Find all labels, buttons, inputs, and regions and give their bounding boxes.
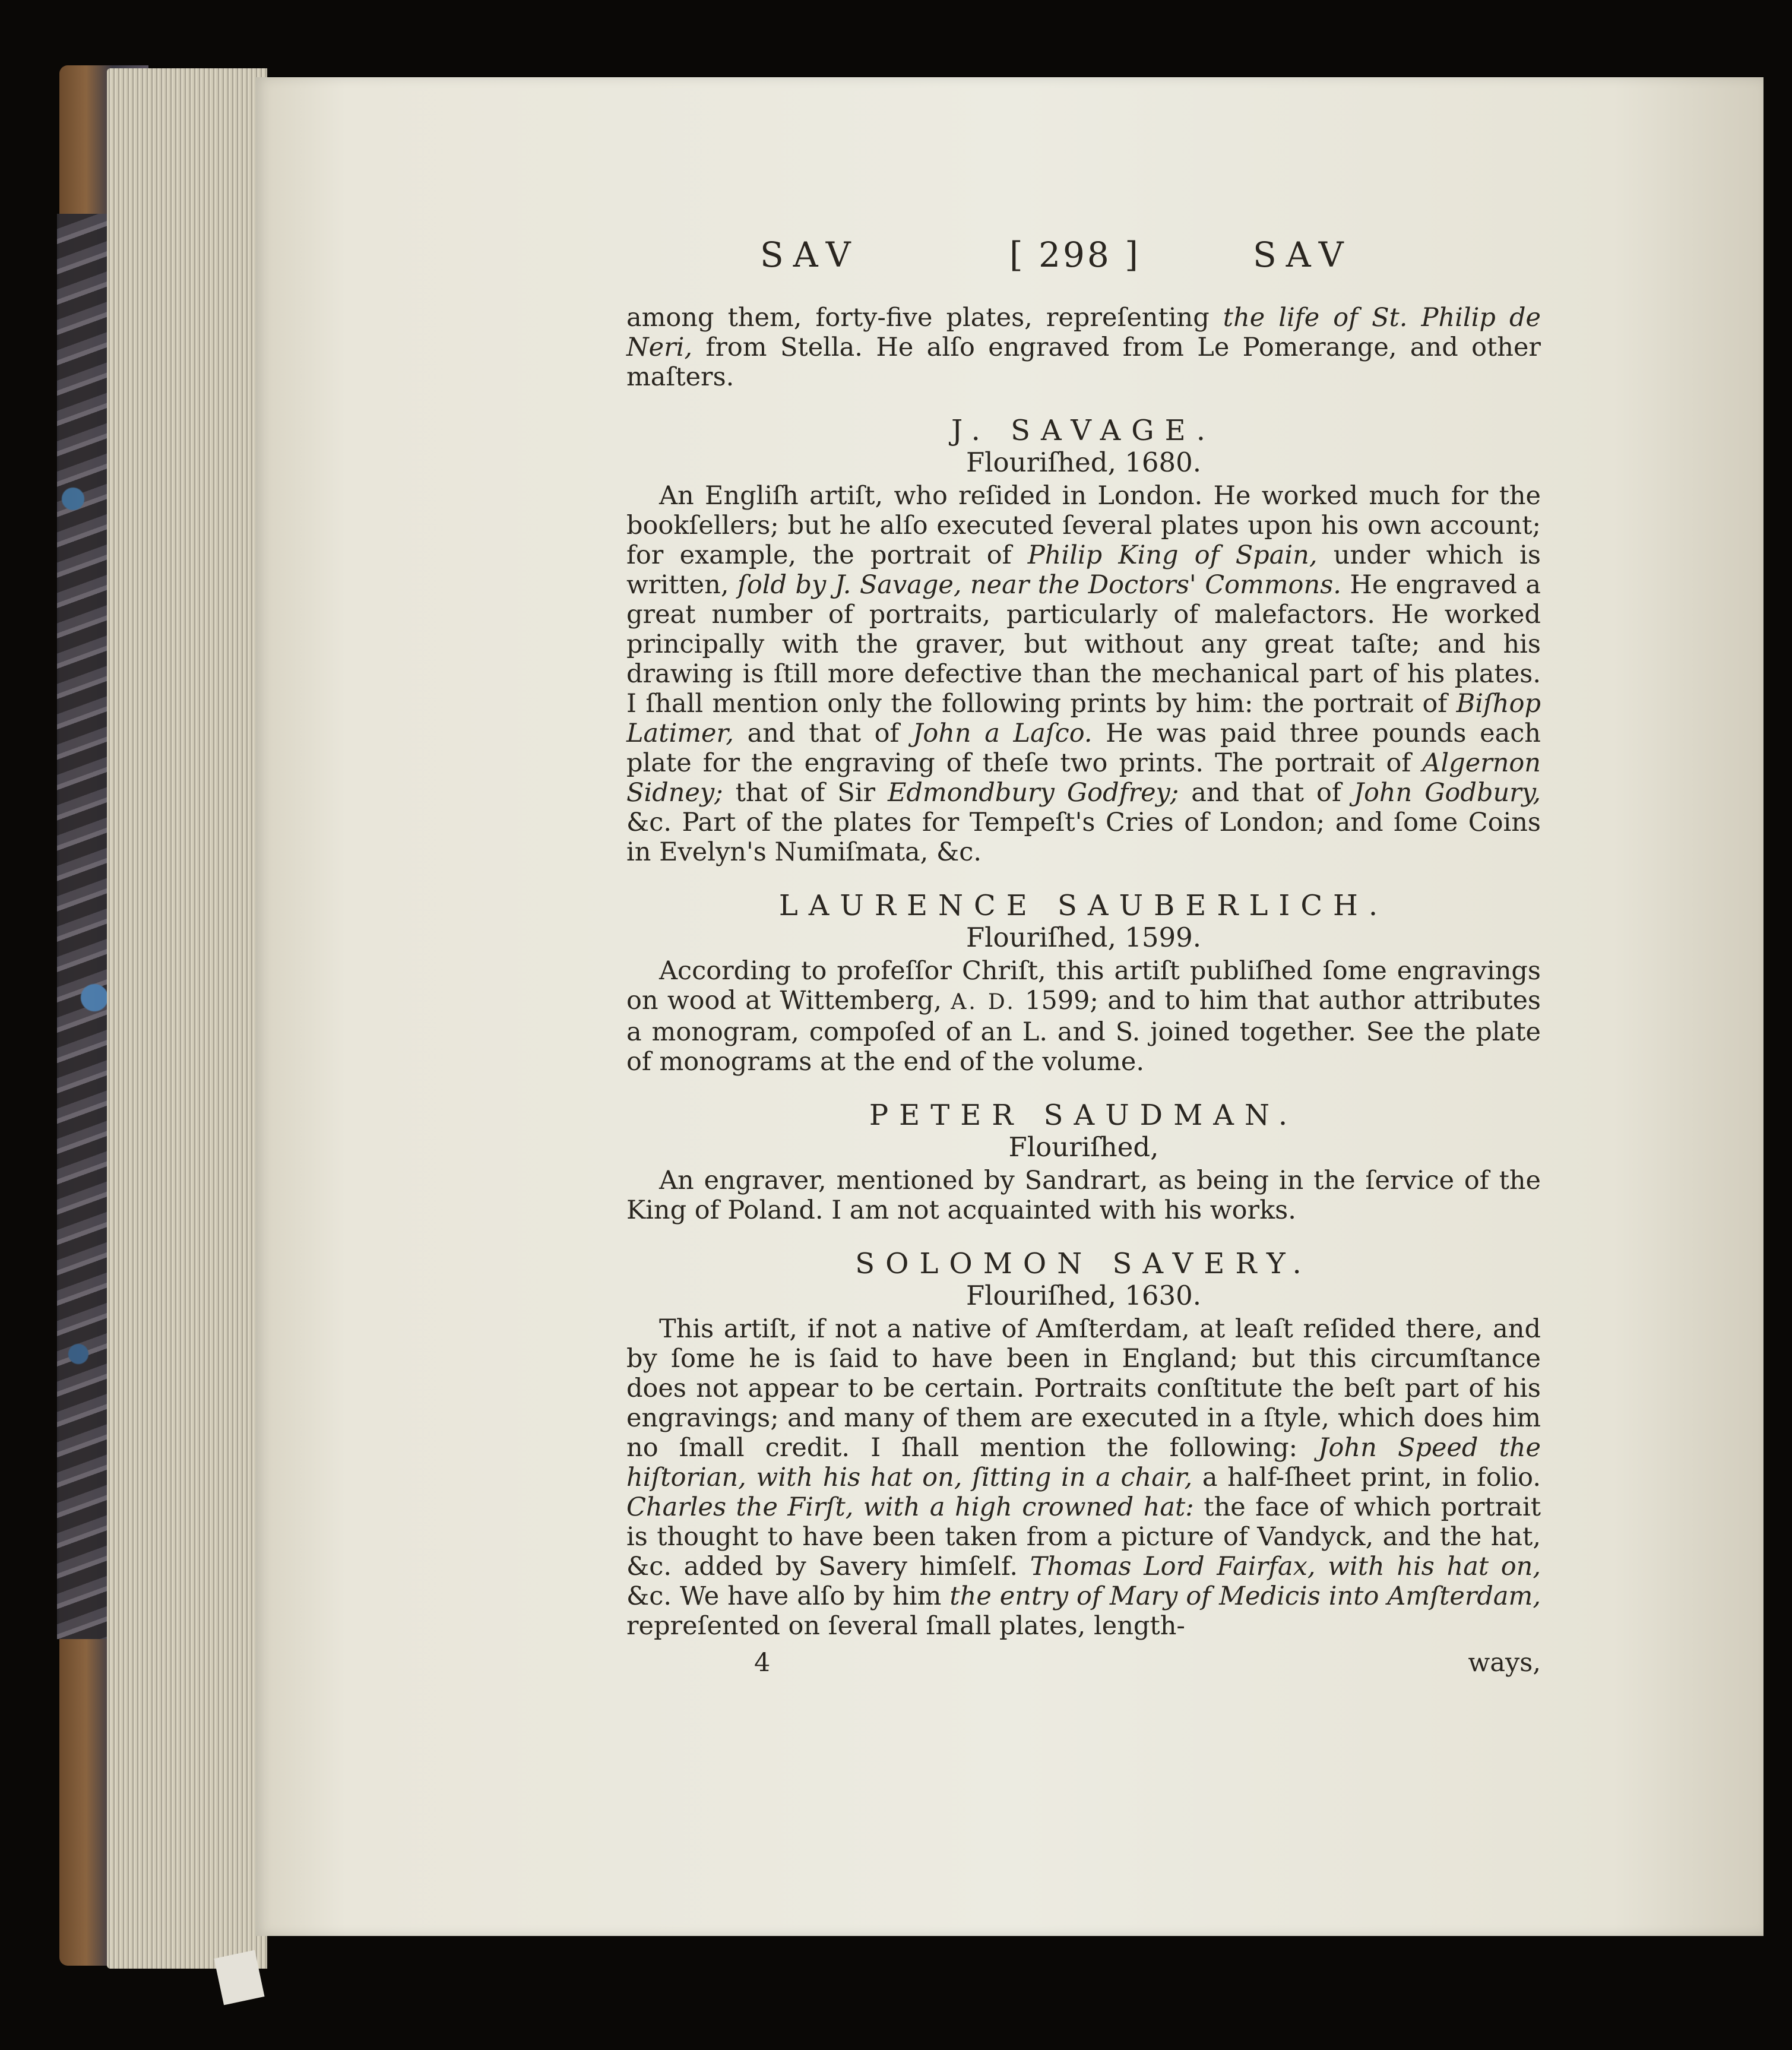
text-run: and that of bbox=[1179, 778, 1354, 808]
italic-title: John Speed the hiſtorian, with his hat on, ſitting in a chair, bbox=[626, 1433, 1541, 1492]
text-run: under which is written, bbox=[626, 540, 1541, 600]
entry-text-saudman: An engraver, mentioned by Sandrart, as being in the ſervice of the King of Poland. I am not acquainted with his works. bbox=[626, 1166, 1541, 1225]
running-head bbox=[760, 235, 1413, 282]
text-run: among them, forty-five plates, repreſenting bbox=[626, 303, 1223, 333]
text-run: He was paid three pounds each plate for the engraving of theſe two prints. The portrait of bbox=[626, 719, 1541, 778]
text-run: According to profeſſor Chriſt, this artiſt publiſhed ſome engravings on wood at Wittemberg, bbox=[626, 956, 1541, 1015]
text-run: This artiſt, if not a native of Amſterdam, at leaſt reſided there, and by ſome he is ſaid to have been in England; but this circumſtance does not appear to be certain. Portraits conſtitute the beſt part of his engravings; and many of them are executed in a ſtyle, which does him no ſmall credit. I ſhall mention the following: bbox=[626, 1314, 1541, 1463]
text-run: the face of which portrait is thought to have been taken from a picture of Vandyck, and the hat, &c. added by Savery himſelf. bbox=[626, 1492, 1541, 1581]
text-run: 1599; and to him that author attributes a monogram, compoſed of an L. and S. joined together. See the plate of monograms at the end of the volume. bbox=[626, 986, 1541, 1077]
entry-heading-sauberlich: LAURENCE SAUBERLICH. bbox=[778, 889, 1389, 922]
italic-title: the life of St. Philip de Neri, bbox=[626, 303, 1541, 362]
signature-mark: 4 bbox=[754, 1648, 771, 1678]
entry-text-savage bbox=[626, 481, 1541, 867]
text-run: a half-ſheet print, in folio. bbox=[1192, 1463, 1541, 1492]
page-edges bbox=[107, 68, 267, 1969]
text-run: &c. Part of the plates for Tempeſt's Cries of London; and ſome Coins in Evelyn's Numiſmata, &c. bbox=[626, 808, 1541, 867]
italic-title: John Godbury, bbox=[1353, 778, 1541, 808]
running-head-right: SAV bbox=[1253, 235, 1353, 275]
entry-text-sauberlich bbox=[626, 956, 1541, 1077]
italic-title: the entry of Mary of Medicis into Amſterdam, bbox=[949, 1581, 1541, 1611]
text-run: and that of bbox=[733, 719, 913, 748]
flourished-sauberlich: Flouriſhed, 1599. bbox=[965, 922, 1202, 953]
text-run: He engraved a great number of portraits, particularly of malefactors. He worked principally with the graver, but without any great taſte; and his drawing is ſtill more defective than the mechanical part of his plates. I ſhall mention only the following prints by him: the portrait of bbox=[626, 570, 1541, 719]
text-run: from Stella. He alſo engraved from Le Pomerange, and other maſters. bbox=[626, 333, 1541, 392]
entry-heading-savage: J. SAVAGE. bbox=[951, 414, 1216, 447]
text-run: An Engliſh artiſt, who reſided in London. He worked much for the bookſellers; but he alſo executed ſeveral plates upon his own account; for example, the portrait of bbox=[626, 481, 1541, 570]
italic-title: Algernon Sidney; bbox=[626, 748, 1541, 808]
text-run: &c. We have alſo by him bbox=[626, 1581, 950, 1611]
italic-title: Biſhop Latimer, bbox=[626, 689, 1541, 748]
marbled-endpaper bbox=[57, 214, 110, 1639]
entry-text-savery bbox=[626, 1314, 1541, 1641]
flourished-savery: Flouriſhed, 1630. bbox=[965, 1280, 1202, 1311]
page-body bbox=[626, 303, 1541, 1641]
text-run: that of Sir bbox=[723, 778, 888, 808]
text-run: repreſented on ſeveral ſmall plates, length- bbox=[626, 1611, 1185, 1641]
running-head-left: SAV bbox=[760, 235, 860, 275]
page-number: [ 298 ] bbox=[1009, 235, 1141, 275]
flourished-savage: Flouriſhed, 1680. bbox=[965, 447, 1202, 478]
flourished-saudman: Flouriſhed, bbox=[1008, 1131, 1159, 1163]
entry-heading-saudman: PETER SAUDMAN. bbox=[869, 1099, 1299, 1132]
italic-title: John a Laſco. bbox=[913, 719, 1093, 748]
italic-title: Philip King of Spain, bbox=[1027, 540, 1318, 570]
page-footer bbox=[626, 1648, 1541, 1678]
italic-title: Thomas Lord Fairfax, with his hat on, bbox=[1030, 1552, 1541, 1581]
italic-title: Edmondbury Godfrey; bbox=[888, 778, 1179, 808]
italic-title: Charles the Firſt, with a high crowned hat: bbox=[626, 1492, 1194, 1522]
entry-heading-savery: SOLOMON SAVERY. bbox=[855, 1247, 1312, 1280]
catchword: ways, bbox=[1468, 1648, 1541, 1678]
italic-title: ſold by J. Savage, near the Doctors' Commons. bbox=[737, 570, 1341, 600]
small-caps-run: A. D. bbox=[951, 990, 1016, 1014]
intro-paragraph bbox=[626, 303, 1541, 392]
